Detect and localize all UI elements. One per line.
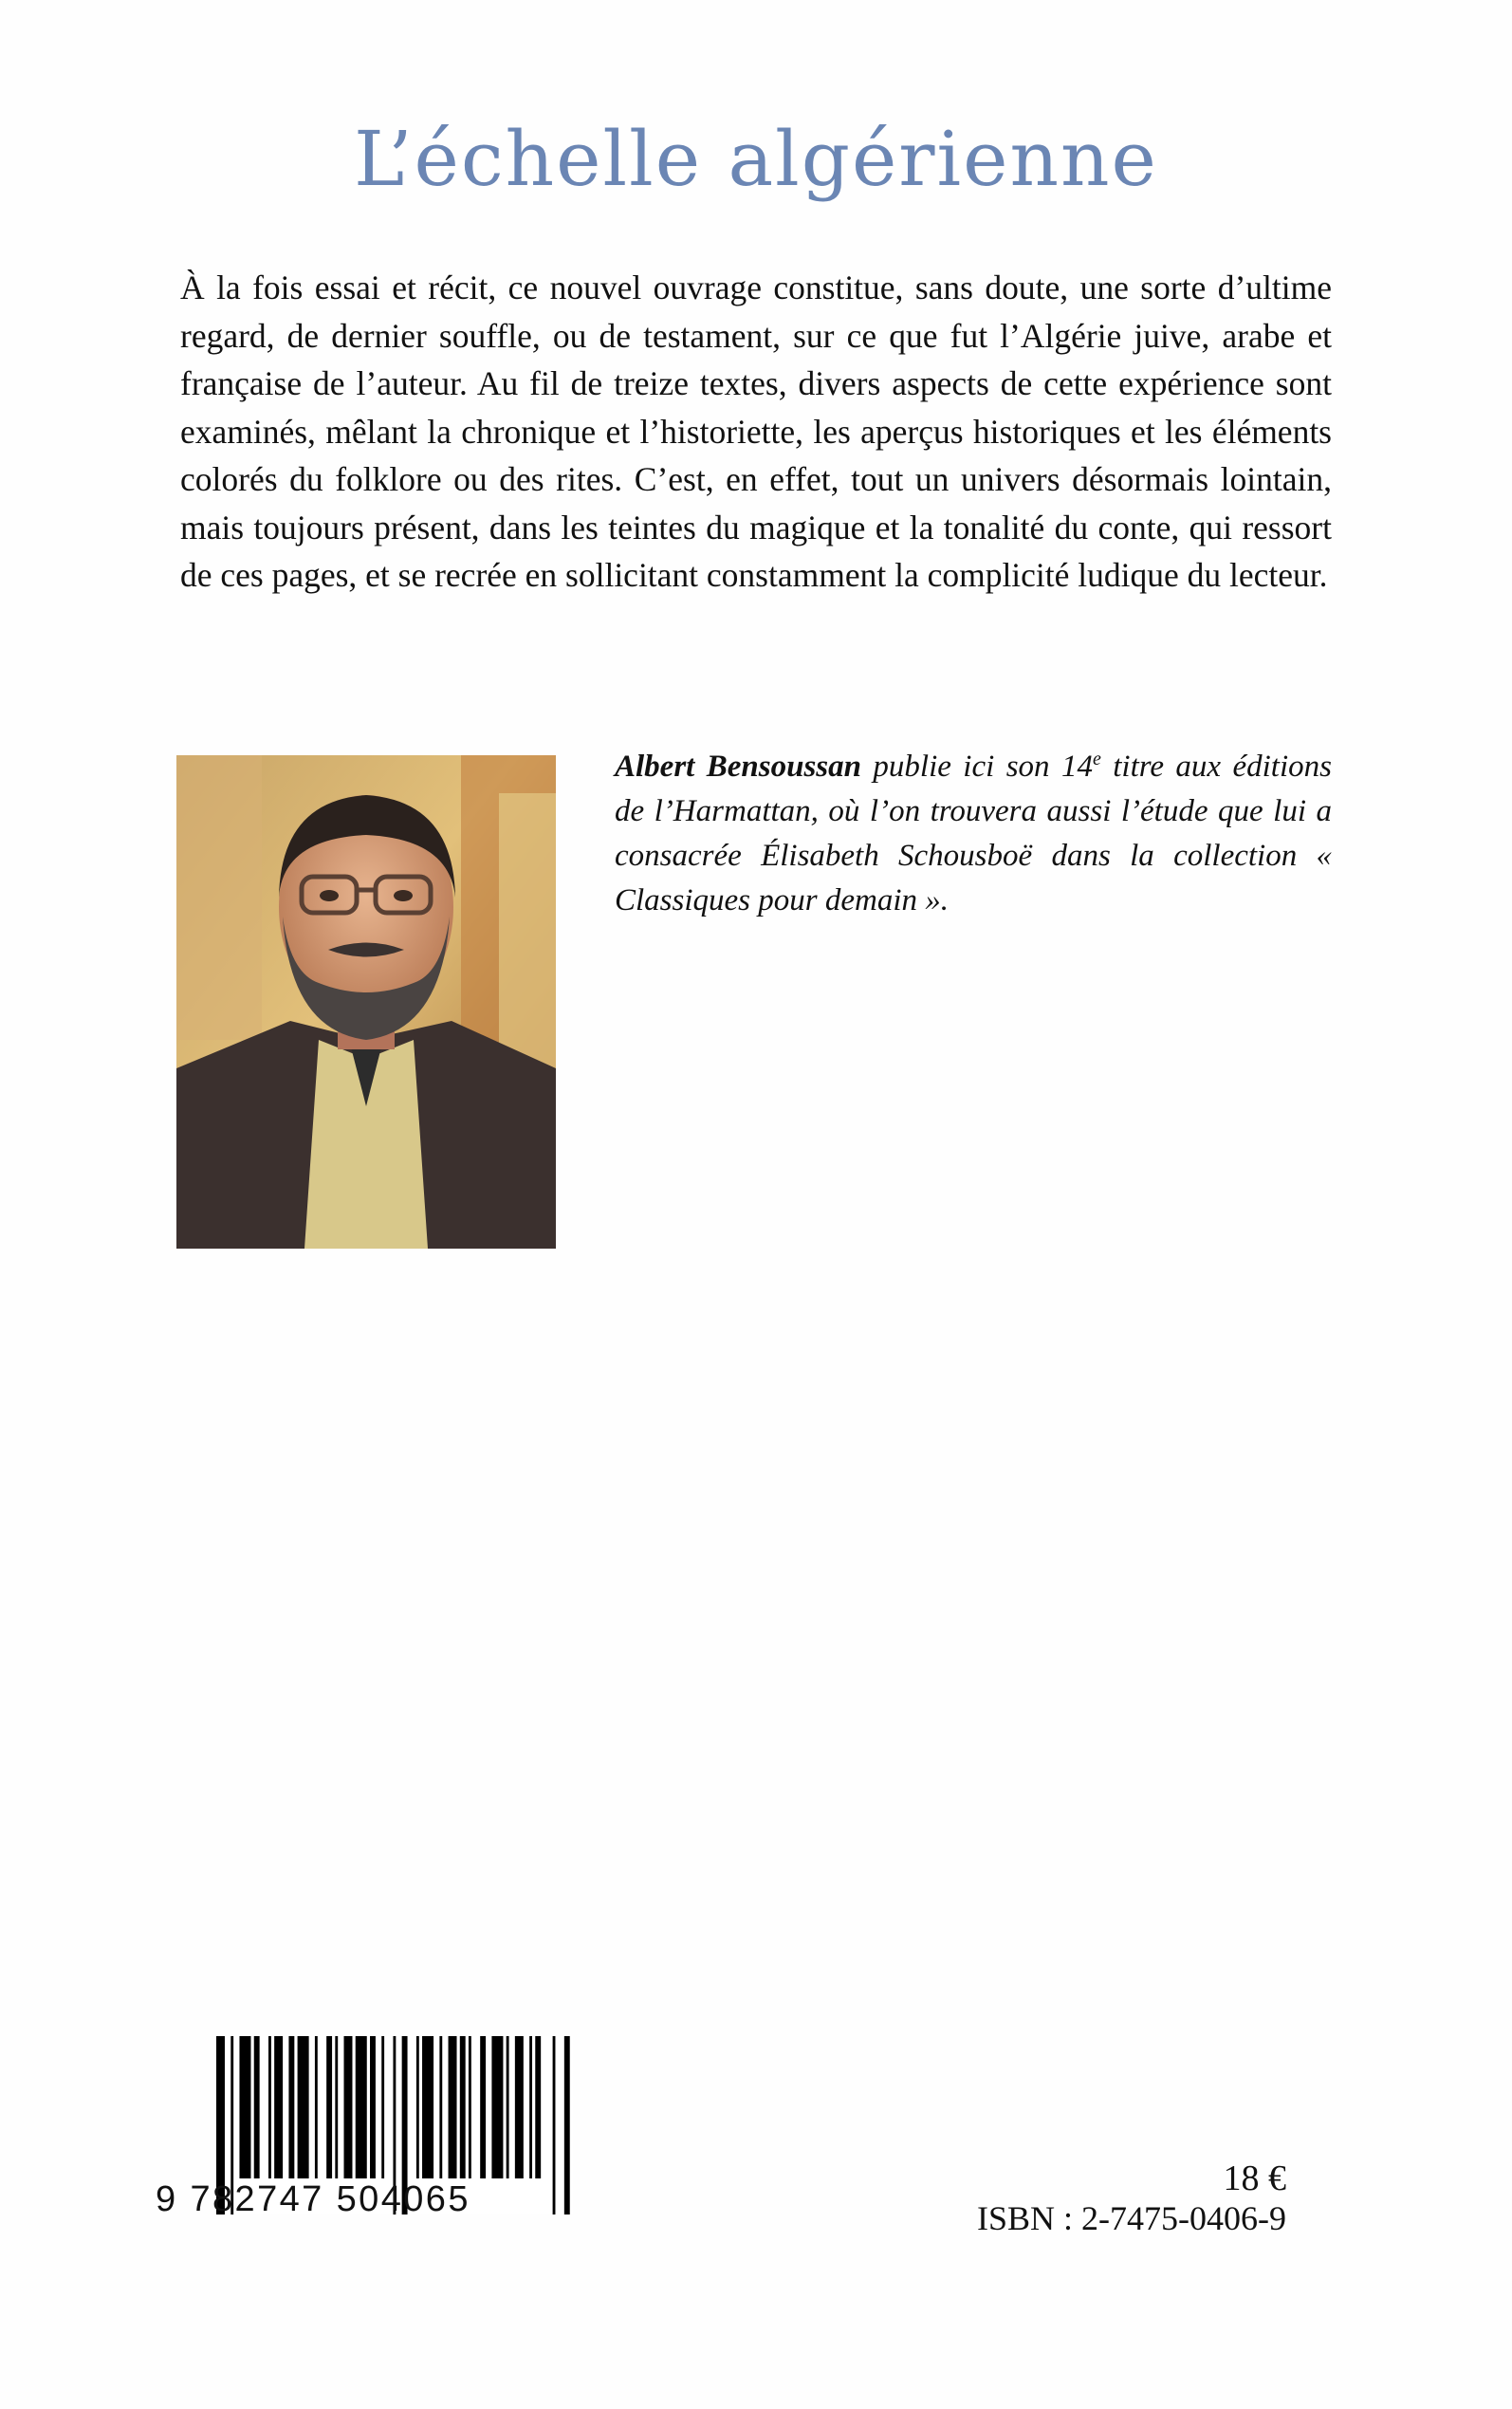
barcode-bar — [254, 2036, 260, 2178]
barcode-bar — [416, 2036, 419, 2178]
barcode-bar — [491, 2036, 503, 2178]
barcode-bar — [449, 2036, 457, 2178]
barcode-bar — [344, 2036, 353, 2178]
barcode-bar — [529, 2036, 532, 2178]
barcode-bar — [239, 2036, 250, 2178]
barcode-digits: 9 782747 504065 — [156, 2179, 470, 2219]
barcode-bar — [515, 2036, 524, 2178]
bio-text-2: titre aux éditions de l’Harmattan, où l’on trouvera aussi l’étude que lui a consacrée Élisabeth Schousboë dans la collection « Classiques pour demain ». — [615, 750, 1332, 917]
bio-superscript: e — [1092, 749, 1101, 769]
barcode-bar — [460, 2036, 466, 2178]
barcode-bar — [439, 2036, 442, 2178]
barcode-bar — [469, 2036, 471, 2178]
author-photo — [176, 755, 556, 1249]
barcode-bar — [480, 2036, 486, 2178]
barcode-bar — [335, 2036, 338, 2178]
barcode-bar — [422, 2036, 433, 2178]
isbn: ISBN : 2-7475-0406-9 — [977, 2199, 1286, 2237]
bio-text-1: publie ici son 14 — [861, 750, 1093, 784]
barcode-bar — [268, 2036, 271, 2178]
book-title: L’échelle algérienne — [354, 115, 1158, 203]
blurb-paragraph: À la fois essai et récit, ce nouvel ouvrage constitue, sans doute, une sorte d’ultime regard, de dernier souffle, ou de testament, sur ce que fut l’Algérie juive, arabe et française de l’auteur. Au fil de treize textes, divers aspects de cette expérience sont examinés, mêlant la chronique et l’historiette, les aperçus historiques et les éléments colorés du folklore ou des rites. C’est, en effet, tout un univers désormais lointain, mais toujours présent, dans les teintes du magique et la tonalité du conte, qui ressort de ces pages, et se recrée en sollicitant constamment la complicité ludique du lecteur. — [180, 269, 1332, 594]
barcode-bar — [326, 2036, 332, 2178]
barcode-bar — [381, 2036, 384, 2178]
barcode — [156, 2036, 573, 2219]
barcode-bar — [315, 2036, 318, 2178]
author-name: Albert Bensoussan — [615, 750, 861, 784]
barcode-bar — [298, 2036, 309, 2178]
barcode-bar — [274, 2036, 283, 2178]
price: 18 € — [1223, 2159, 1286, 2198]
barcode-bar — [356, 2036, 367, 2178]
barcode-bar — [288, 2036, 294, 2178]
author-bio — [615, 745, 1332, 923]
barcode-bar — [370, 2036, 376, 2178]
barcode-bar — [507, 2036, 509, 2178]
barcode-bar — [535, 2036, 541, 2178]
